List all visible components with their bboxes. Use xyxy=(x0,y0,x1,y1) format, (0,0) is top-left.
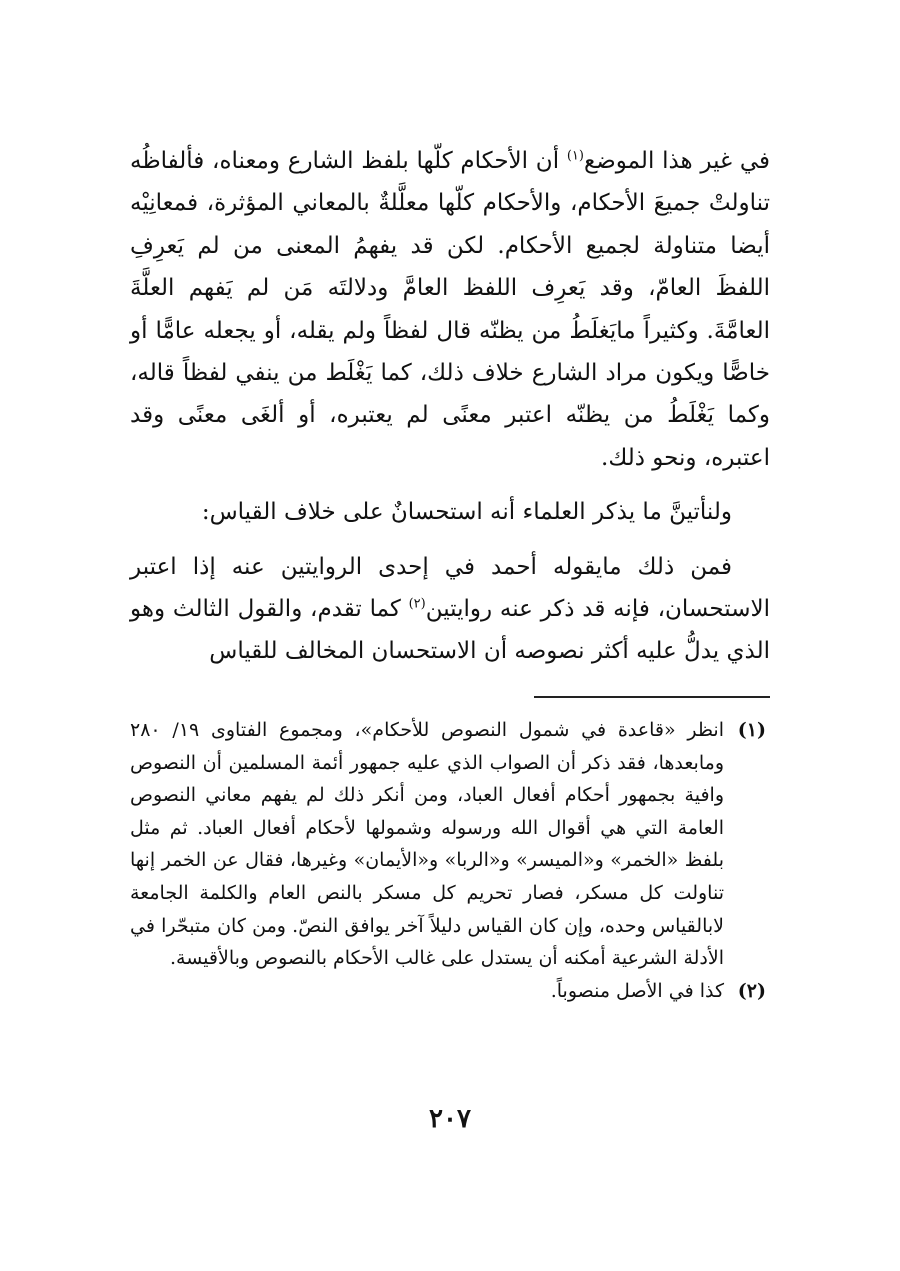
footnote-2-mark: (٢) xyxy=(737,979,766,1002)
footnote-2-text: كذا في الأصل منصوباً. xyxy=(550,979,724,1002)
footnote-2 xyxy=(130,975,766,1008)
paragraph-3-start: فمن ذلك مايقوله أحمد في إحدى الروايتين عنه إذا اعتبر الاستحسان، فإنه قد ذكر عنه روايتين xyxy=(130,553,770,623)
paragraph-3 xyxy=(130,546,770,673)
footnote-1-mark: (١) xyxy=(737,719,766,741)
page-number: ٢٠٧ xyxy=(429,1104,471,1134)
paragraph-2: ولنأتينَّ ما يذكر العلماء أنه استحسانٌ على خلاف القياس: xyxy=(201,499,732,526)
paragraph-1-start: في غير هذا الموضع xyxy=(583,148,770,174)
paragraph-1 xyxy=(130,140,770,479)
paragraph-1-rest: أن الأحكام كلّها بلفظ الشارع ومعناه، فألفاظُه تناولتْ جميعَ الأحكام، والأحكام كلّها معلَّلةٌ بالمعاني المؤثرة، فمعانِيْه أيضا متناولة لجميع الأحكام. لكن قد يفهمُ المعنى من لم يَعرِفِ اللفظَ العامّ، وقد يَعرِف اللفظ العامَّ ودلالتَه مَن لم يَفهم العلَّةَ العامَّةَ. وكثيراً مايَغلَطُ من يظنّه قال لفظاً ولم يقله، أو يجعله عامًّا أو خاصًّا ويكون مراد الشارع خلاف ذلك، كما يَغْلَط من ينفي لفظاً قاله، وكما يَغْلَطُ من يظنّه اعتبر معنًى لم يعتبره، أو ألغَى معنًى وقد اعتبره، ونحو ذلك. xyxy=(130,148,770,471)
footnote-ref-2[interactable]: (٢) xyxy=(408,596,426,612)
footnote-1 xyxy=(130,714,766,975)
paragraph-3-rest: كما تقدم، والقول الثالث وهو الذي يدلُّ عليه أكثر نصوصه أن الاستحسان المخالف للقياس xyxy=(130,596,770,665)
footnote-1-text: انظر «قاعدة في شمول النصوص للأحكام»، ومجموع الفتاوى ١٩/ ٢٨٠ ومابعدها، فقد ذكر أن الصواب الذي عليه جمهور أئمة المسلمين أن النصوص وافية بجمهور أحكام أفعال العباد، ومن أنكر ذلك لم يفهم معاني النصوص العامة التي هي أقوال الله ورسوله وشمولها لأحكام أفعال العباد. ثم مثل بلفظ «الخمر» و«الميسر» و«الربا» و«الأيمان» وغيرها، فقال عن الخمر إنها تناولت كل مسكر، فصار تحريم كل مسكر بالنص العام والكلمة الجامعة لابالقياس وحده، وإن كان القياس دليلاً آخر يوافق النصّ. ومن كان متبحّرا في الأدلة الشرعية أمكنه أن يستدل على غالب الأحكام بالنصوص وبالأقيسة. xyxy=(130,719,724,970)
footnote-separator xyxy=(534,696,770,698)
footnote-ref-1[interactable]: (١) xyxy=(566,148,584,164)
footnotes xyxy=(130,714,766,1007)
main-text xyxy=(130,140,770,673)
